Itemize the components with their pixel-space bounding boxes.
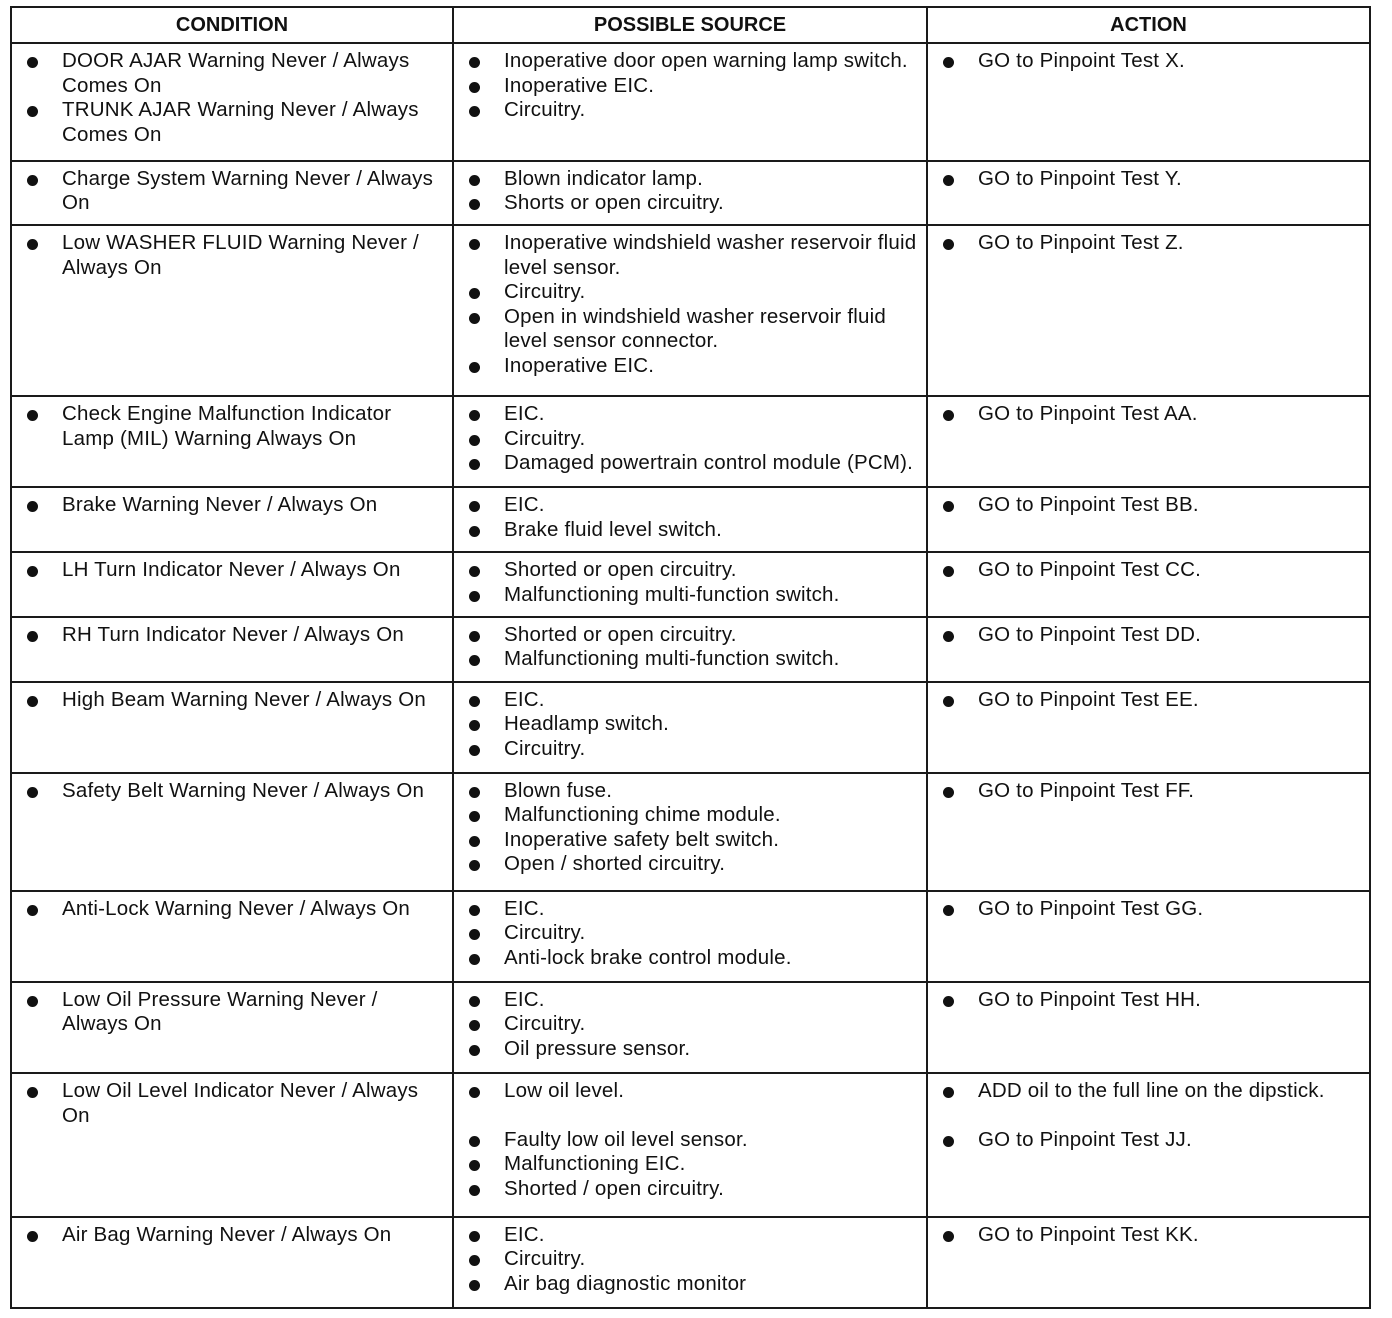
source-item: Circuitry.	[464, 280, 918, 305]
table-row	[11, 1073, 1370, 1217]
bullet-list	[938, 897, 1361, 922]
bullet-list	[938, 1223, 1361, 1248]
action-item: GO to Pinpoint Test Y.	[938, 167, 1361, 192]
condition-item: Check Engine Malfunction Indicator Lamp (MIL) Warning Always On	[22, 402, 444, 451]
condition-cell	[11, 552, 453, 617]
condition-item: TRUNK AJAR Warning Never / Always Comes On	[22, 98, 444, 147]
bullet-list	[464, 623, 918, 672]
condition-item: Anti-Lock Warning Never / Always On	[22, 897, 444, 922]
header-condition: CONDITION	[11, 7, 453, 43]
action-cell	[927, 161, 1370, 226]
action-cell	[927, 617, 1370, 682]
source-cell	[453, 682, 927, 773]
source-cell	[453, 552, 927, 617]
condition-cell	[11, 773, 453, 891]
bullet-list	[464, 1223, 918, 1297]
bullet-list	[938, 623, 1361, 648]
source-item: Malfunctioning multi-function switch.	[464, 647, 918, 672]
condition-item: DOOR AJAR Warning Never / Always Comes On	[22, 49, 444, 98]
condition-cell	[11, 43, 453, 161]
header-possible-source: POSSIBLE SOURCE	[453, 7, 927, 43]
condition-cell	[11, 617, 453, 682]
source-item: Inoperative door open warning lamp switch.	[464, 49, 918, 74]
condition-item: LH Turn Indicator Never / Always On	[22, 558, 444, 583]
source-item: Headlamp switch.	[464, 712, 918, 737]
bullet-list	[464, 558, 918, 607]
source-cell	[453, 43, 927, 161]
bullet-list	[464, 231, 918, 378]
source-item: EIC.	[464, 402, 918, 427]
bullet-list	[22, 988, 444, 1037]
action-item: GO to Pinpoint Test KK.	[938, 1223, 1361, 1248]
bullet-list	[464, 897, 918, 971]
action-cell	[927, 552, 1370, 617]
source-item: Malfunctioning multi-function switch.	[464, 583, 918, 608]
source-cell	[453, 1217, 927, 1308]
condition-cell	[11, 225, 453, 396]
action-cell	[927, 1073, 1370, 1217]
source-item: EIC.	[464, 988, 918, 1013]
source-item: Circuitry.	[464, 1247, 918, 1272]
condition-cell	[11, 682, 453, 773]
source-item: Circuitry.	[464, 921, 918, 946]
action-item: GO to Pinpoint Test X.	[938, 49, 1361, 74]
bullet-list	[464, 167, 918, 216]
source-cell	[453, 982, 927, 1073]
table-row	[11, 43, 1370, 161]
header-row	[11, 7, 1370, 43]
condition-item: Air Bag Warning Never / Always On	[22, 1223, 444, 1248]
source-item: Inoperative safety belt switch.	[464, 828, 918, 853]
action-item: GO to Pinpoint Test FF.	[938, 779, 1361, 804]
source-item: Inoperative windshield washer reservoir fluid level sensor.	[464, 231, 918, 280]
table-row	[11, 891, 1370, 982]
action-cell	[927, 1217, 1370, 1308]
table-body	[11, 43, 1370, 1308]
action-cell	[927, 396, 1370, 487]
action-item: GO to Pinpoint Test AA.	[938, 402, 1361, 427]
source-item: Shorts or open circuitry.	[464, 191, 918, 216]
action-item: GO to Pinpoint Test GG.	[938, 897, 1361, 922]
bullet-list	[22, 1079, 444, 1128]
action-cell	[927, 225, 1370, 396]
table-row	[11, 552, 1370, 617]
source-cell	[453, 891, 927, 982]
condition-item: High Beam Warning Never / Always On	[22, 688, 444, 713]
table-row	[11, 487, 1370, 552]
source-item: Malfunctioning EIC.	[464, 1152, 918, 1177]
action-cell	[927, 487, 1370, 552]
bullet-list	[22, 49, 444, 147]
source-item: Shorted or open circuitry.	[464, 623, 918, 648]
bullet-list	[22, 558, 444, 583]
source-item: EIC.	[464, 688, 918, 713]
action-item: GO to Pinpoint Test BB.	[938, 493, 1361, 518]
table-row	[11, 1217, 1370, 1308]
source-item: Malfunctioning chime module.	[464, 803, 918, 828]
source-item: Faulty low oil level sensor.	[464, 1128, 918, 1153]
bullet-list	[938, 558, 1361, 583]
action-item: GO to Pinpoint Test Z.	[938, 231, 1361, 256]
bullet-list	[464, 988, 918, 1062]
source-item: Blown indicator lamp.	[464, 167, 918, 192]
condition-cell	[11, 891, 453, 982]
bullet-list	[464, 1079, 918, 1201]
bullet-list	[22, 231, 444, 280]
source-item: Blown fuse.	[464, 779, 918, 804]
source-item: Damaged powertrain control module (PCM).	[464, 451, 918, 476]
bullet-list	[938, 988, 1361, 1013]
source-cell	[453, 225, 927, 396]
bullet-list	[938, 779, 1361, 804]
bullet-list	[938, 231, 1361, 256]
action-cell	[927, 891, 1370, 982]
source-item: Open in windshield washer reservoir fluid level sensor connector.	[464, 305, 918, 354]
bullet-list	[22, 688, 444, 713]
condition-cell	[11, 161, 453, 226]
source-cell	[453, 487, 927, 552]
source-item: Inoperative EIC.	[464, 354, 918, 379]
condition-item: RH Turn Indicator Never / Always On	[22, 623, 444, 648]
bullet-list	[464, 779, 918, 877]
source-item: Circuitry.	[464, 98, 918, 123]
source-item: EIC.	[464, 897, 918, 922]
action-item: GO to Pinpoint Test DD.	[938, 623, 1361, 648]
source-item: Low oil level.	[464, 1079, 918, 1104]
bullet-list	[938, 402, 1361, 427]
bullet-list	[938, 49, 1361, 74]
bullet-list	[464, 493, 918, 542]
bullet-list	[938, 167, 1361, 192]
bullet-list	[22, 1223, 444, 1248]
source-item: Brake fluid level switch.	[464, 518, 918, 543]
table-row	[11, 617, 1370, 682]
diagnosis-table	[10, 6, 1371, 1309]
bullet-list	[22, 897, 444, 922]
header-action: ACTION	[927, 7, 1370, 43]
source-item: Air bag diagnostic monitor	[464, 1272, 918, 1297]
table-row	[11, 982, 1370, 1073]
bullet-list	[464, 688, 918, 762]
bullet-list	[938, 688, 1361, 713]
bullet-list	[938, 493, 1361, 518]
action-item: GO to Pinpoint Test EE.	[938, 688, 1361, 713]
table-row	[11, 396, 1370, 487]
source-item: Oil pressure sensor.	[464, 1037, 918, 1062]
condition-cell	[11, 1217, 453, 1308]
source-item: Inoperative EIC.	[464, 74, 918, 99]
bullet-list	[22, 402, 444, 451]
source-item: Open / shorted circuitry.	[464, 852, 918, 877]
bullet-list	[464, 402, 918, 476]
action-item: GO to Pinpoint Test CC.	[938, 558, 1361, 583]
condition-item: Low Oil Pressure Warning Never / Always On	[22, 988, 444, 1037]
condition-cell	[11, 982, 453, 1073]
table-row	[11, 773, 1370, 891]
bullet-list	[22, 167, 444, 216]
source-item: EIC.	[464, 493, 918, 518]
source-item: EIC.	[464, 1223, 918, 1248]
condition-item: Low WASHER FLUID Warning Never / Always On	[22, 231, 444, 280]
source-item: Circuitry.	[464, 427, 918, 452]
source-item: Anti-lock brake control module.	[464, 946, 918, 971]
action-cell	[927, 43, 1370, 161]
source-item: Circuitry.	[464, 737, 918, 762]
bullet-list	[22, 623, 444, 648]
source-item: Shorted / open circuitry.	[464, 1177, 918, 1202]
source-cell	[453, 773, 927, 891]
bullet-list	[22, 779, 444, 804]
bullet-list	[464, 49, 918, 123]
source-item: Shorted or open circuitry.	[464, 558, 918, 583]
action-cell	[927, 682, 1370, 773]
table-row	[11, 161, 1370, 226]
table-row	[11, 225, 1370, 396]
action-item: GO to Pinpoint Test JJ.	[938, 1128, 1361, 1153]
condition-item: Low Oil Level Indicator Never / Always On	[22, 1079, 444, 1128]
condition-item: Charge System Warning Never / Always On	[22, 167, 444, 216]
condition-item: Brake Warning Never / Always On	[22, 493, 444, 518]
source-cell	[453, 396, 927, 487]
bullet-list	[938, 1079, 1361, 1152]
action-item: ADD oil to the full line on the dipstick.	[938, 1079, 1361, 1104]
action-item: GO to Pinpoint Test HH.	[938, 988, 1361, 1013]
condition-cell	[11, 1073, 453, 1217]
action-cell	[927, 982, 1370, 1073]
source-item: Circuitry.	[464, 1012, 918, 1037]
source-cell	[453, 161, 927, 226]
condition-item: Safety Belt Warning Never / Always On	[22, 779, 444, 804]
condition-cell	[11, 487, 453, 552]
table-row	[11, 682, 1370, 773]
condition-cell	[11, 396, 453, 487]
action-cell	[927, 773, 1370, 891]
source-cell	[453, 617, 927, 682]
bullet-list	[22, 493, 444, 518]
source-cell	[453, 1073, 927, 1217]
